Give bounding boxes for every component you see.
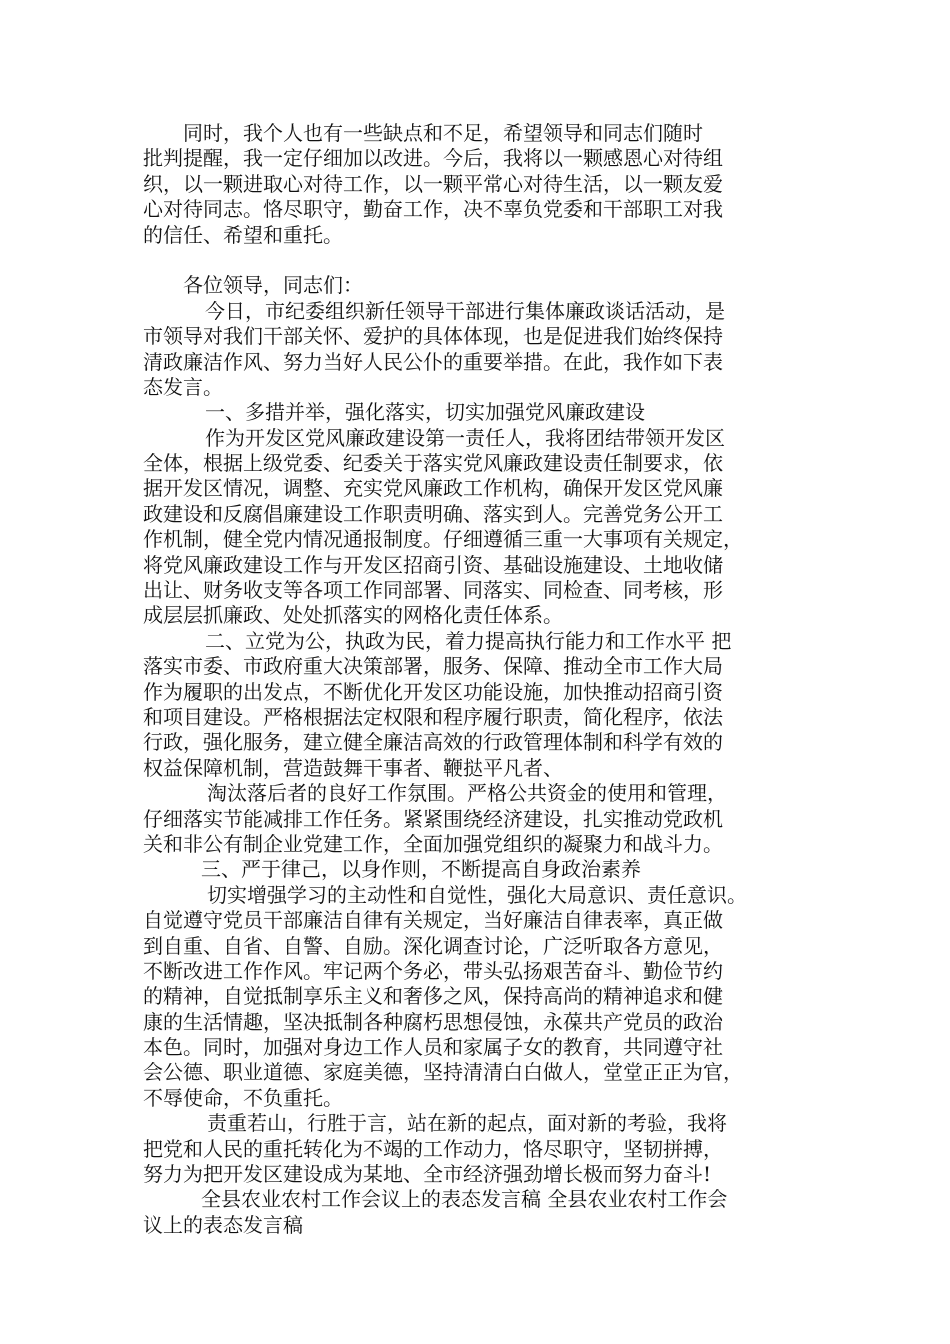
text-line: 行政，强化服务，建立健全廉洁高效的行政管理体制和科学有效的 [143, 730, 723, 755]
text-line: 的信任、希望和重托。 [143, 222, 343, 247]
text-line: 努力为把开发区建设成为某地、全市经济强劲增长极而努力奋斗! [143, 1162, 712, 1187]
text-line: 将党风廉政建设工作与开发区招商引资、基础设施建设、土地收储 [143, 552, 723, 577]
text-line: 市领导对我们干部关怀、爱护的具体体现，也是促进我们始终保持 [143, 324, 723, 349]
text-line: 把党和人民的重托转化为不竭的工作动力，恪尽职守，坚韧拼搏， [143, 1136, 723, 1161]
text-line: 清政廉洁作风、努力当好人民公仆的重要举措。在此，我作如下表 [143, 349, 723, 374]
paragraph-section-2 [143, 629, 813, 781]
paragraph-self-critique [143, 121, 813, 248]
text-line: 作机制，健全党内情况通报制度。仔细遵循三重一大事项有关规定， [143, 527, 743, 552]
paragraph-section-1 [143, 426, 813, 629]
text-line: 自觉遵守党员干部廉洁自律有关规定，当好廉洁自律表率，真正做 [143, 908, 723, 933]
closing-title [143, 1187, 813, 1238]
text-line: 仔细落实节能减排工作任务。紧紧围绕经济建设，扎实推动党政机 [143, 806, 723, 831]
blank-line [143, 248, 813, 273]
text-line: 关和非公有制企业党建工作，全面加强党组织的凝聚力和战斗力。 [143, 831, 723, 856]
text-line: 责重若山，行胜于言，站在新的起点，面对新的考验，我将 [207, 1111, 727, 1136]
text-line: 和项目建设。严格根据法定权限和程序履行职责，简化程序，依法 [143, 704, 723, 729]
text-line: 的精神，自觉抵制享乐主义和奢侈之风，保持高尚的精神追求和健 [143, 984, 723, 1009]
text-line: 同时，我个人也有一些缺点和不足，希望领导和同志们随时 [183, 121, 703, 145]
section-heading-1: 一、多措并举，强化落实，切实加强党风廉政建设 [205, 400, 645, 425]
text-line: 到自重、自省、自警、自励。深化调查讨论，广泛听取各方意见， [143, 933, 723, 958]
text-line: 康的生活情趣，坚决抵制各种腐朽思想侵蚀，永葆共产党员的政治 [143, 1009, 723, 1034]
text-line: 态发言。 [143, 374, 223, 399]
text-line: 议上的表态发言稿 [143, 1212, 303, 1237]
section-heading-2-line: 二、立党为公，执政为民，着力提高执行能力和工作水平 把 [205, 628, 732, 653]
text-line: 作为履职的出发点，不断优化开发区功能设施，加快推动招商引资 [143, 679, 723, 704]
paragraph-conclusion [143, 1111, 813, 1187]
paragraph-introduction [143, 299, 813, 401]
salutation: 各位领导，同志们： [183, 273, 363, 298]
text-line: 批判提醒，我一定仔细加以改进。今后，我将以一颗感恩心对待组 [143, 146, 723, 171]
section-heading-3: 三、严于律己，以身作则，不断提高自身政治素养 [201, 857, 641, 882]
text-line: 成层层抓廉政、处处抓落实的网格化责任体系。 [143, 603, 563, 628]
text-line: 权益保障机制，营造鼓舞干事者、鞭挞平凡者、 [143, 755, 563, 780]
text-line: 出让、财务收支等各项工作同部署、同落实、同检查、同考核，形 [143, 578, 723, 603]
text-line: 作为开发区党风廉政建设第一责任人，我将团结带领开发区 [205, 425, 725, 450]
text-line: 全体，根据上级党委、纪委关于落实党风廉政建设责任制要求，依 [143, 451, 723, 476]
text-line: 织，以一颗进取心对待工作，以一颗平常心对待生活，以一颗友爱 [143, 171, 723, 196]
text-line: 全县农业农村工作会议上的表态发言稿 全县农业农村工作会 [201, 1187, 728, 1212]
paragraph-section-3 [143, 883, 813, 1112]
paragraph-section-2-continued [143, 781, 813, 857]
document-body [143, 121, 813, 1238]
text-line: 不断改进工作作风。牢记两个务必，带头弘扬艰苦奋斗、勤俭节约 [143, 958, 723, 983]
text-line: 今日，市纪委组织新任领导干部进行集体廉政谈话活动，是 [205, 298, 725, 323]
text-line: 据开发区情况，调整、充实党风廉政工作机构，确保开发区党风廉 [143, 476, 723, 501]
text-line: 落实市委、市政府重大决策部署，服务、保障、推动全市工作大局 [143, 654, 723, 679]
text-line: 本色。同时，加强对身边工作人员和家属子女的教育，共同遵守社 [143, 1035, 723, 1060]
text-line: 心对待同志。恪尽职守，勤奋工作，决不辜负党委和干部职工对我 [143, 197, 723, 222]
text-line: 切实增强学习的主动性和自觉性，强化大局意识、责任意识。 [207, 882, 747, 907]
text-line: 淘汰落后者的良好工作氛围。严格公共资金的使用和管理， [207, 781, 727, 806]
text-line: 会公德、职业道德、家庭美德，坚持清清白白做人，堂堂正正为官， [143, 1060, 743, 1085]
text-line: 政建设和反腐倡廉建设工作职责明确、落实到人。完善党务公开工 [143, 501, 723, 526]
text-line: 不辱使命，不负重托。 [143, 1085, 343, 1110]
